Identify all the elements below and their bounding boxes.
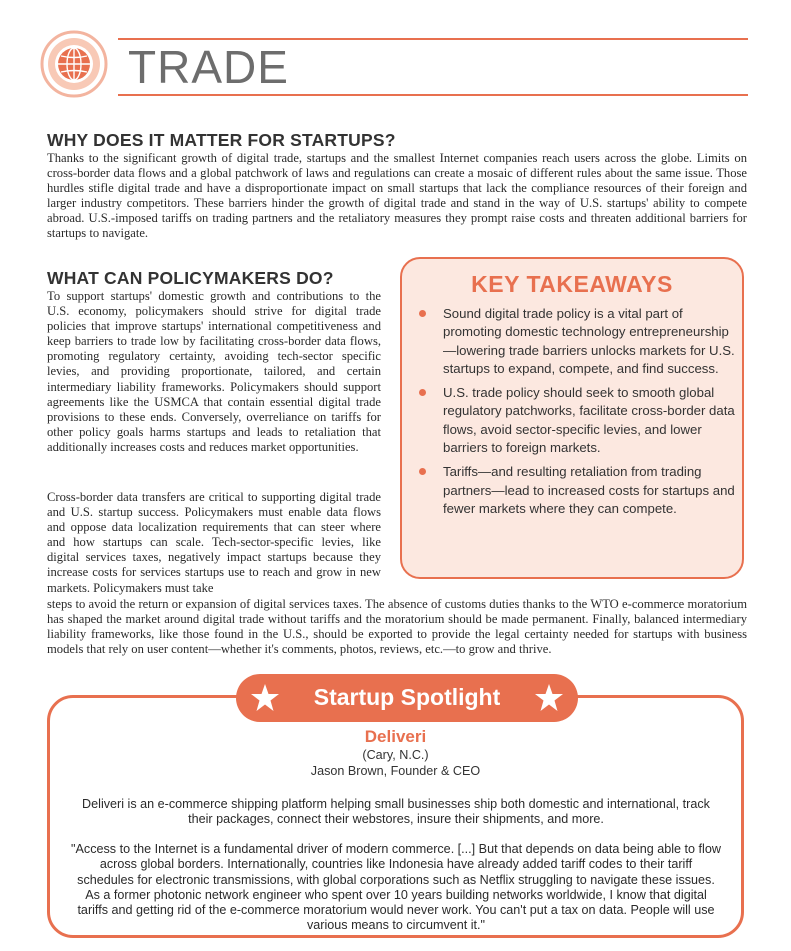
takeaway-text: Sound digital trade policy is a vital part of promoting domestic technology entrepreneurship—lowering trade barriers unlocks markets for U.S. startups to expand, compete, and find success. (443, 306, 735, 376)
what-paragraph-2: Cross-border data transfers are critical to supporting digital trade and U.S. startup success. Policymakers must enable data flows and oppose data localization requirements that can steer where and how startups can scale. Tech-sector-specific levies, like digital services taxes, negatively impact startups because they increase costs for services startups use to reach and grow in new markets. Policymakers must take (47, 490, 381, 595)
why-paragraph: Thanks to the significant growth of digital trade, startups and the smallest Internet companies reach users across the globe. Limits on cross-border data flows and a global patchwork of laws and regulations can create a mosaic of different rules about the same issue. Those hurdles stifle digital trade and have a disproportionate impact on small startups that lack the compliance resources of their foreign and larger industry competitors. These barriers hinder the growth of digital trade and stand in the way of U.S. startups' ability to compete abroad. U.S.-imposed tariffs on trading partners and the retaliatory measures they prompt raise costs and threaten additional barriers for startups to navigate. (47, 151, 747, 241)
key-takeaways-list (417, 305, 737, 524)
spotlight-quote: "Access to the Internet is a fundamental driver of modern commerce. [...] But that depends on data being able to flow across global borders. Internationally, countries like Indonesia have already added tariff codes to their tariff schedules for electronic transmissions, with global corporations such as Netflix struggling to navigate these issues. As a former photonic network engineer who spent over 10 years building networks worldwide, I know that digital tariffs and getting rid of the e-commerce moratorium would never work. You can't put a tax on data. People will use various means to circumvent it." (71, 842, 721, 933)
list-item (417, 305, 737, 378)
header-rule-bottom (118, 94, 748, 96)
spotlight-company: Deliveri (364, 727, 427, 746)
takeaway-text: U.S. trade policy should seek to smooth global regulatory patchworks, facilitate cross-border data flows, avoid sector-specific levies, and lower barriers to foreign markets. (443, 385, 735, 456)
list-item (417, 463, 737, 518)
what-paragraph-1: To support startups' domestic growth and contributions to the U.S. economy, policymakers should strive for digital trade policies that improve startups' international competitiveness and keep barriers to trade low by facilitating cross-border data flows, promoting regulatory certainty, avoiding tech-sector specific levies, and providing proportionate, tailored, and certain intermediary liability frameworks. Policymakers should support agreements like the USMCA that contain essential digital trade provisions to these ends. Conversely, overreliance on tariffs for other policy goals harms startups and leads to retaliation that additionally increases costs and reduces market opportunities. (47, 289, 381, 454)
bullet-icon (419, 389, 426, 396)
spotlight-description: Deliveri is an e-commerce shipping platform helping small businesses ship both domestic and international, track their packages, connect their webstores, insure their shipments, and more. (82, 797, 710, 827)
what-paragraph-3: steps to avoid the return or expansion of digital services taxes. The absence of customs duties thanks to the WTO e-commerce moratorium has shaped the market around digital trade without tariffs and the moratorium should be made permanent. Finally, balanced intermediary liability frameworks, like those found in the U.S., should be exported to provide the legal certainty needed for startups with business models that rely on user content—whether it's comments, photos, reviews, etc.—to grow and thrive. (47, 597, 747, 657)
what-heading: WHAT CAN POLICYMAKERS DO? (47, 268, 334, 288)
spotlight-person: Jason Brown, Founder & CEO (310, 764, 481, 778)
bullet-icon (419, 310, 426, 317)
key-takeaways-box (400, 257, 744, 579)
spotlight-banner (236, 674, 578, 722)
star-icon (534, 683, 564, 713)
spotlight-label: Startup Spotlight (313, 684, 501, 710)
page-title: TRADE (128, 41, 289, 93)
spotlight-location: (Cary, N.C.) (362, 748, 429, 762)
list-item (417, 384, 737, 457)
bullet-icon (419, 468, 426, 475)
why-heading: WHY DOES IT MATTER FOR STARTUPS? (47, 130, 396, 150)
takeaway-text: Tariffs—and resulting retaliation from trading partners—lead to increased costs for startups and fewer markets where they can compete. (443, 464, 735, 516)
key-takeaways-title: KEY TAKEAWAYS (471, 271, 673, 297)
globe-icon (40, 30, 108, 98)
